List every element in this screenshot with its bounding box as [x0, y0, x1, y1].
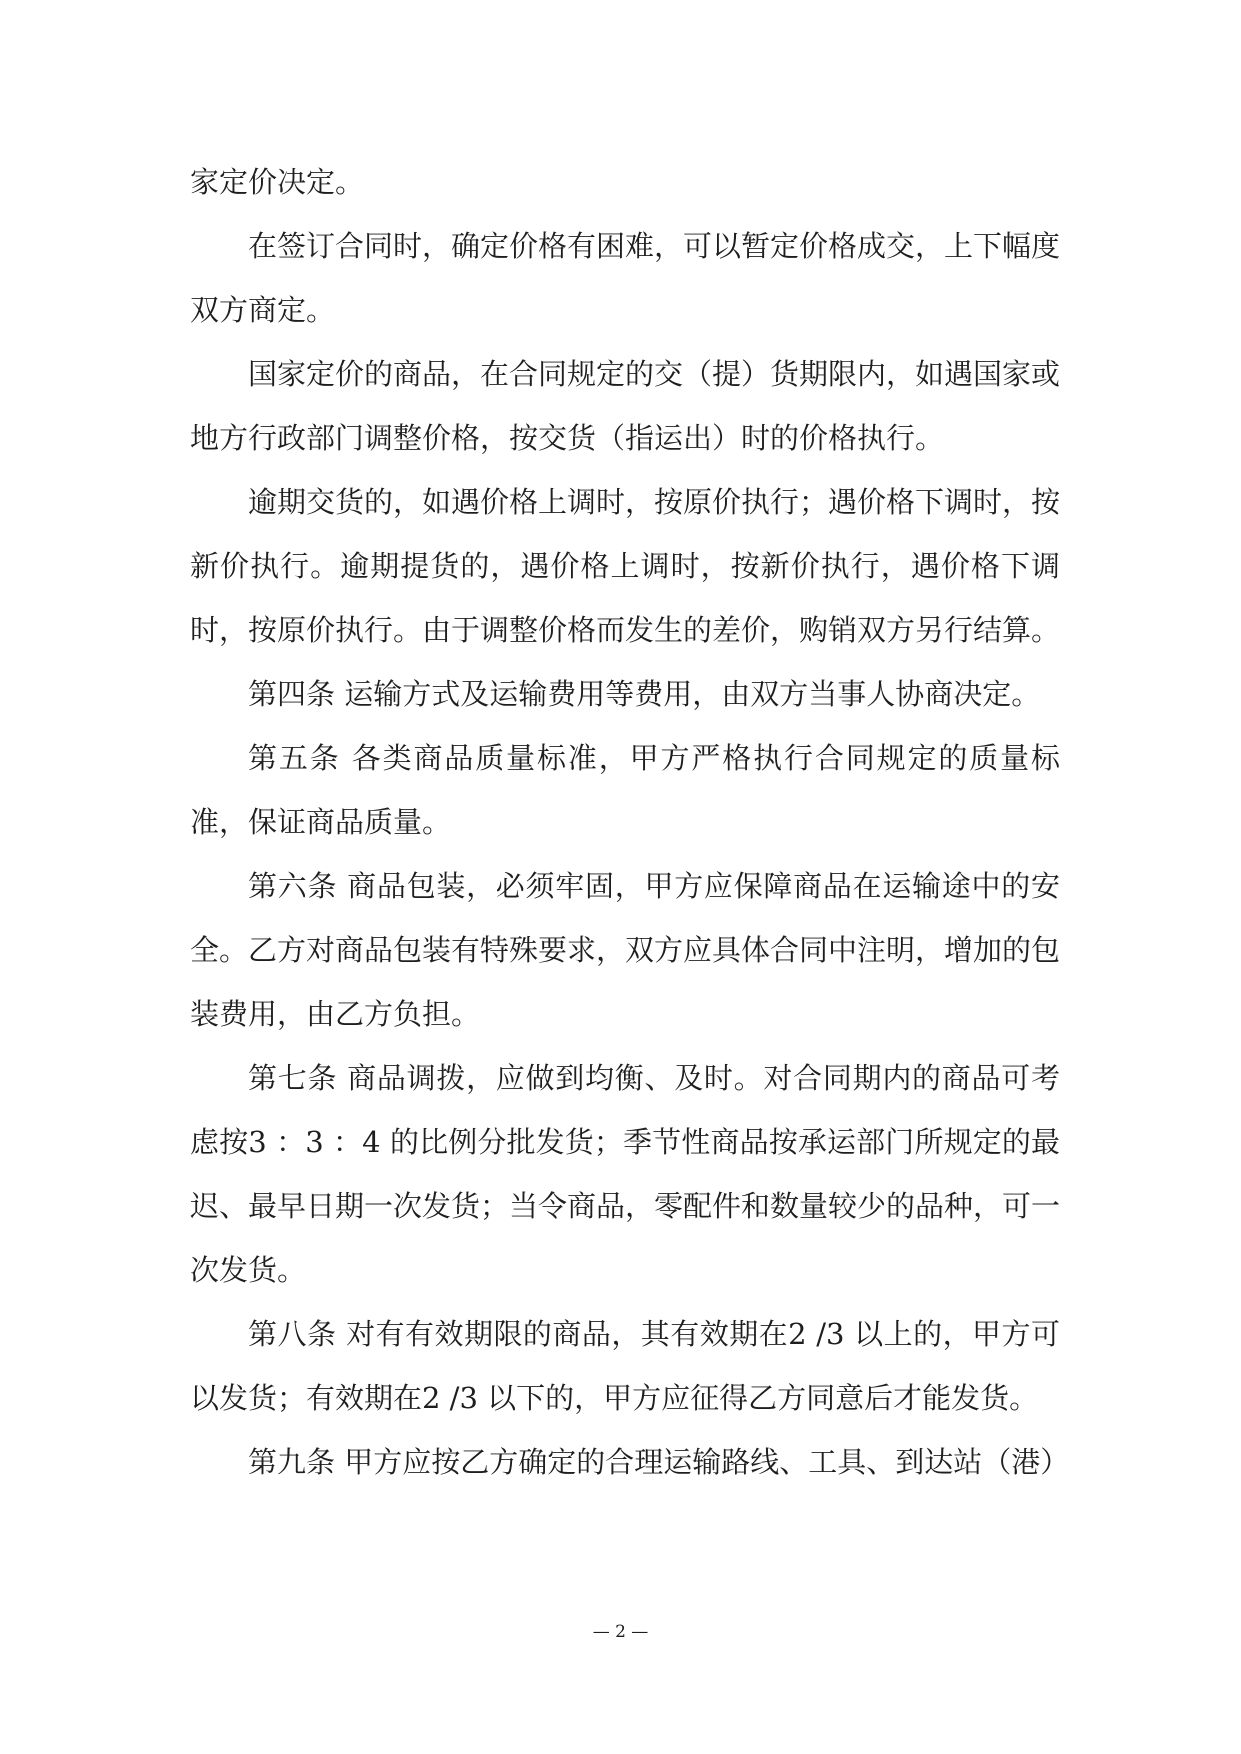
document-body [190, 150, 1070, 1494]
paragraph-article-6: 第六条 商品包装，必须牢固，甲方应保障商品在运输途中的安全。乙方对商品包装有特殊要求，双方应具体合同中注明，增加的包装费用，由乙方负担。 [190, 869, 1061, 1031]
paragraph: 在签订合同时，确定价格有困难，可以暂定价格成交，上下幅度双方商定。 [190, 229, 1061, 327]
paragraph-article-4: 第四条 运输方式及运输费用等费用，由双方当事人协商决定。 [248, 677, 1041, 711]
paragraph-article-8: 第八条 对有有效期限的商品，其有效期在2 /3 以上的，甲方可以发货；有效期在2 /3 以下的，甲方应征得乙方同意后才能发货。 [190, 1317, 1060, 1415]
paragraph-article-7: 第七条 商品调拨，应做到均衡、及时。对合同期内的商品可考虑按3 ：3 ：4 的比例分批发货；季节性商品按承运部门所规定的最迟、最早日期一次发货；当令商品，零配件和数量较少的品种，可一次发货。 [190, 1061, 1061, 1287]
paragraph: 家定价决定。 [190, 165, 365, 199]
paragraph-article-9: 第九条 甲方应按乙方确定的合理运输路线、工具、到达站（港） [248, 1445, 1070, 1479]
paragraph: 国家定价的商品，在合同规定的交（提）货期限内，如遇国家或地方行政部门调整价格，按交货（指运出）时的价格执行。 [190, 357, 1061, 455]
paragraph-article-5: 第五条 各类商品质量标准，甲方严格执行合同规定的质量标准，保证商品质量。 [190, 741, 1060, 839]
paragraph: 逾期交货的，如遇价格上调时，按原价执行；遇价格下调时，按新价执行。逾期提货的，遇价格上调时，按新价执行，遇价格下调时，按原价执行。由于调整价格而发生的差价，购销双方另行结算。 [190, 485, 1061, 647]
page-number: — 2 — [592, 1622, 649, 1642]
